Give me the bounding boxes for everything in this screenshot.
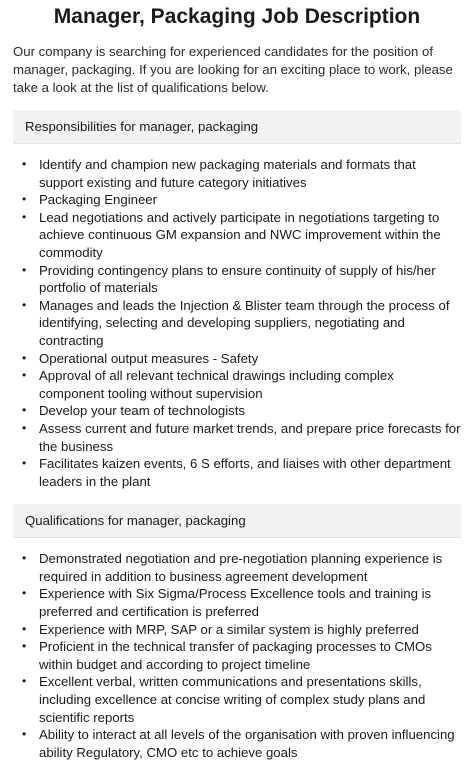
list-item <box>22 209 461 262</box>
list-item-text: Demonstrated negotiation and pre-negotiation planning experience is required in addition to business agreement development <box>39 551 443 584</box>
list-item <box>22 262 461 297</box>
bullet-icon: • <box>22 297 27 312</box>
bullet-icon: • <box>22 639 27 654</box>
list-item <box>22 191 461 209</box>
list-item-text: Experience with Six Sigma/Process Excellence tools and training is preferred and certification is preferred <box>39 586 432 620</box>
list-item-text: Facilitates kaizen events, 6 S efforts, and liaises with other department leaders in the plant <box>39 456 451 489</box>
qualifications-list <box>13 550 461 761</box>
list-item <box>22 402 461 420</box>
bullet-icon: • <box>22 368 27 383</box>
list-item-text: Assess current and future market trends, and prepare price forecasts for the business <box>39 420 461 454</box>
list-item <box>22 350 461 368</box>
list-item-text: Approval of all relevant technical drawings including complex component tooling without supervision <box>39 368 394 401</box>
list-item <box>22 550 461 585</box>
page-title: Manager, Packaging Job Description <box>53 5 421 28</box>
intro-paragraph: Our company is searching for experienced candidates for the position of manager, packaging. If you are looking for an exciting place to work, please take a look at the list of qualifications below. <box>13 44 453 95</box>
bullet-icon: • <box>22 456 27 471</box>
bullet-icon: • <box>22 551 27 566</box>
list-item <box>22 585 461 620</box>
list-item-text: Excellent verbal, written communications and presentations skills, including excellence at concise writing of complex study plans and scientific reports <box>39 674 426 725</box>
list-item <box>22 156 461 191</box>
list-item-text: Providing contingency plans to ensure continuity of supply of his/her portfolio of materials <box>39 262 436 296</box>
list-item-text: Operational output measures - Safety <box>39 350 259 366</box>
bullet-icon: • <box>22 674 27 689</box>
responsibilities-header: Responsibilities for manager, packaging <box>13 110 461 144</box>
bullet-icon: • <box>22 192 27 207</box>
list-item-text: Packaging Engineer <box>39 192 158 208</box>
bullet-icon: • <box>22 420 27 435</box>
bullet-icon: • <box>22 403 27 418</box>
bullet-icon: • <box>22 209 27 224</box>
qualifications-header: Qualifications for manager, packaging <box>13 504 461 538</box>
list-item <box>22 297 461 350</box>
bullet-icon: • <box>22 350 27 365</box>
list-item <box>22 726 461 761</box>
list-item-text: Lead negotiations and actively participate in negotiations targeting to achieve continuous GM expansion and NWC improvement within the commodity <box>39 209 441 260</box>
list-item-text: Manages and leads the Injection & Blister team through the process of identifying, selecting and developing suppliers, negotiating and contracting <box>39 297 450 348</box>
list-item <box>22 420 461 455</box>
list-item-text: Ability to interact at all levels of the organisation with proven influencing ability Regulatory, CMO etc to achieve goals <box>39 727 455 760</box>
bullet-icon: • <box>22 621 27 636</box>
list-item-text: Experience with MRP, SAP or a similar system is highly preferred <box>39 621 419 637</box>
bullet-icon: • <box>22 262 27 277</box>
list-item-text: Develop your team of technologists <box>39 403 245 419</box>
list-item <box>22 638 461 673</box>
bullet-icon: • <box>22 586 27 601</box>
responsibilities-list <box>13 156 461 490</box>
list-item <box>22 673 461 726</box>
list-item <box>22 621 461 639</box>
list-item-text: Identify and champion new packaging materials and formats that support existing and future category initiatives <box>39 157 416 190</box>
list-item <box>22 367 461 402</box>
list-item <box>22 455 461 490</box>
bullet-icon: • <box>22 157 27 171</box>
list-item-text: Proficient in the technical transfer of packaging processes to CMOs within budget and according to project timeline <box>39 639 432 672</box>
bullet-icon: • <box>22 727 27 742</box>
